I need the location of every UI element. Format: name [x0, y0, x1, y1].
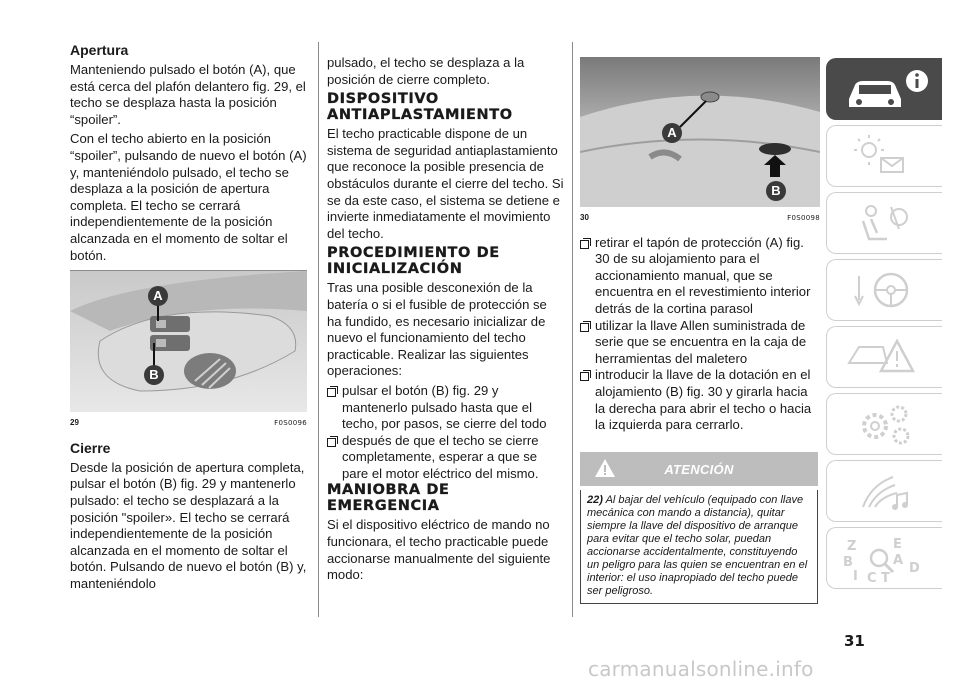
paragraph: El techo practicable dispone de un sistema de seguridad antiaplastamiento que reconoce la posible presencia de obstáculos durante el cierre del techo. Si se da este caso, el sistema se detiene e invierte inmediatamente el movimiento del techo. [327, 126, 564, 241]
list-item: después de que el techo se cierre completamente, esperar a que se pare el motor eléctrico del mismo. [327, 433, 564, 483]
heading-inicializacion: PROCEDIMIENTO DE INICIALIZACIÓN [327, 245, 500, 278]
figure-30 [580, 57, 820, 207]
svg-text:C: C [867, 571, 877, 586]
heading-cierre: Cierre [70, 439, 111, 456]
airbag-seat-icon [841, 199, 931, 249]
page-number: 31 [844, 632, 865, 650]
dashboard-lights-icon [841, 132, 931, 182]
tab-starting-driving[interactable] [826, 259, 942, 321]
watermark: carmanualsonline.info [588, 657, 814, 681]
column-divider [318, 42, 319, 617]
chapter-tabs [826, 58, 942, 594]
warning-body [580, 490, 818, 604]
heading-emergencia: MANIOBRA DE EMERGENCIA [327, 482, 450, 515]
figure-code: F0S0098 [787, 214, 820, 222]
figure-label-a: A [153, 288, 163, 304]
heading-antiaplastamiento: DISPOSITIVO ANTIAPLASTAMIENTO [327, 91, 513, 124]
roof-console-illustration [70, 271, 307, 412]
paragraph: Tras una posible desconexión de la batería o si el fusible de protección se ha fundido, es necesario inicializar de nuevo el funcionamiento del techo practicable. Realizar las siguientes operaciones: [327, 280, 547, 379]
paragraph: Manteniendo pulsado el botón (A), que está cerca del plafón delantero fig. 29, el techo se desplaza hasta la posición “spoiler”. [70, 62, 306, 127]
tab-dashboard-lights[interactable] [826, 125, 942, 187]
tab-emergency[interactable] [826, 326, 942, 388]
bullet-icon [580, 238, 591, 248]
figure-number: 29 [70, 418, 79, 428]
index-abc-icon [841, 534, 931, 586]
figure-number: 30 [580, 213, 589, 222]
tab-index[interactable] [826, 527, 942, 589]
paragraph: Desde la posición de apertura completa, pulsar el botón (B) fig. 29 y mantenerlo pulsado: el techo se desplazará a la posición "spoiler». El techo se cerrará independientemente de la posición alcanzada en el momento de soltar el botón. Pulsando de nuevo el botón (B) y, manteniéndolo [70, 459, 307, 591]
bullet-icon [580, 321, 591, 331]
bullet-icon [327, 386, 338, 396]
svg-text:B: B [843, 555, 853, 570]
figure-code: F0S0096 [274, 419, 307, 428]
figure-caption [70, 415, 307, 432]
svg-text:Z: Z [847, 539, 857, 554]
list-item: introducir la llave de la dotación en el alojamiento (B) fig. 30 y girarla hacia la derecha para abrir el techo o hacia la izquierda para cerrarlo. [580, 367, 820, 433]
svg-text:A: A [893, 553, 904, 568]
cap-a-shape [701, 92, 719, 102]
socket-b-shape [759, 143, 791, 155]
svg-text:D: D [909, 561, 920, 576]
tab-multimedia[interactable] [826, 460, 942, 522]
multimedia-icon [841, 467, 931, 517]
paragraph: Con el techo abierto en la posición “spoiler”, pulsando de nuevo el botón (A) y, manteniéndolo pulsado, el techo se desplaza a la posición de apertura completa. El techo se cerrará independientemente de la posición alcanzada en el momento de soltar el botón. [70, 131, 307, 263]
warning-header [580, 452, 818, 486]
list-item: utilizar la llave Allen suministrada de serie que se encuentra en la caja de herramientas del maletero [580, 318, 820, 368]
list-item: retirar el tapón de protección (A) fig. 30 de su alojamiento para el accionamiento manual, que se encuentra en el revestimiento interior detrás de la cortina parasol [580, 235, 820, 318]
roof-lining-illustration [580, 57, 820, 207]
figure-label-b: B [149, 367, 159, 383]
warning-number: 22) [587, 493, 603, 506]
column-middle [327, 55, 564, 587]
column-left [70, 42, 307, 595]
gears-service-icon [841, 400, 931, 450]
svg-text:E: E [893, 537, 902, 552]
bullet-icon [327, 436, 338, 446]
column-divider [572, 42, 573, 617]
figure-label-a: A [667, 125, 677, 140]
list-item: pulsar el botón (B) fig. 29 y mantenerlo pulsado hasta que el techo, por pasos, se cierre del todo [327, 383, 564, 433]
warning-title: ATENCIÓN [664, 461, 734, 477]
heading-apertura: Apertura [70, 42, 129, 58]
figure-29 [70, 270, 307, 412]
svg-text:T: T [881, 571, 890, 586]
tab-maintenance[interactable] [826, 393, 942, 455]
car-info-icon [841, 65, 931, 115]
paragraph: pulsado, el techo se desplaza a la posición de cierre completo. [327, 55, 525, 87]
paragraph: Si el dispositivo eléctrico de mando no funcionara, el techo practicable puede accionarse manualmente del siguiente modo: [327, 517, 551, 583]
warning-text: Al bajar del vehículo (equipado con llave mecánica con mando a distancia), quitar siempre la llave del dispositivo de arranque para evitar que el techo solar, puedan accionarse accidentalmente, constituyendo un peligro para las quien se encuentran en el interior: el uso inapropiado del techo puede ser peligroso. [587, 493, 808, 597]
steering-wheel-icon [841, 266, 931, 316]
tab-car-info[interactable] [826, 58, 942, 120]
bullet-icon [580, 370, 591, 380]
column-right [580, 57, 820, 604]
figure-label-b: B [771, 183, 781, 198]
tab-safety[interactable] [826, 192, 942, 254]
svg-text:I: I [853, 569, 858, 584]
warning-road-icon [841, 333, 931, 383]
figure-caption [580, 210, 820, 227]
